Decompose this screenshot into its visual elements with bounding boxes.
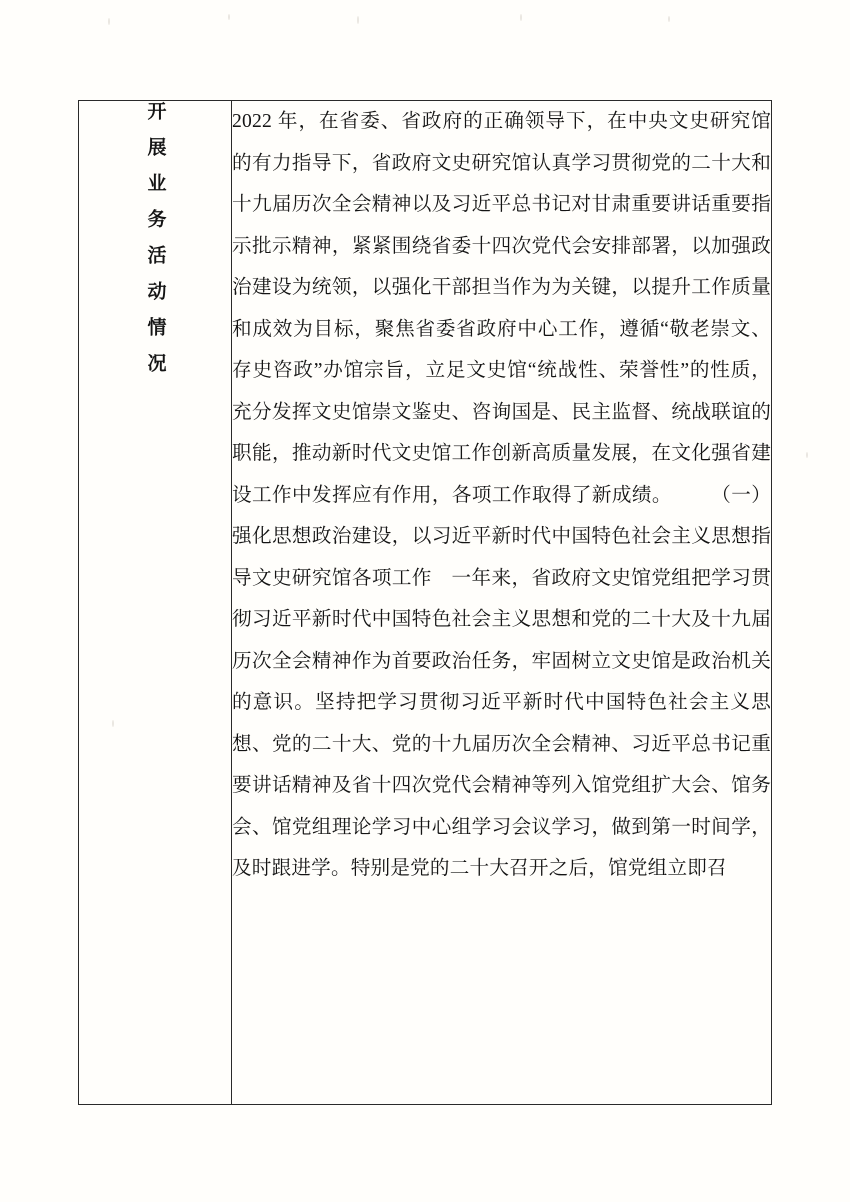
- body-text-block: [232, 101, 771, 890]
- scan-speck: [357, 16, 359, 24]
- table-row: [79, 101, 772, 1105]
- scan-speck: [668, 16, 670, 22]
- body-paragraph-1: 2022 年，在省委、省政府的正确领导下，在中央文史研究馆的有力指导下，省政府文史研究馆认真学习贯彻党的二十大和十九届历次全会精神以及习近平总书记对甘肃重要讲话重要指示批示精神，紧紧围绕省委十四次党代会安排部署，以加强政治建设为统领，以强化干部担当作为为关键，以提升工作质量和成效为目标，聚焦省委省政府中心工作，遵循“敬老崇文、存史咨政”办馆宗旨，立足文史馆“统战性、荣誉性”的性质，充分发挥文史馆崇文鉴史、咨询国是、民主监督、统战联谊的职能，推动新时代文史馆工作创新高质量发展，在文化强省建设工作中发挥应有作用，各项工作取得了新成绩。: [232, 111, 771, 506]
- scan-speck: [228, 14, 230, 20]
- scan-speck: [108, 18, 110, 25]
- document-table: [78, 100, 772, 1105]
- row-label-text: 开展业务活动情况: [144, 101, 166, 389]
- row-label-cell: [79, 101, 232, 1105]
- scan-speck: [806, 452, 808, 458]
- body-paragraph-2: 一年来，省政府文史馆党组把学习贯彻习近平新时代中国特色社会主义思想和党的二十大及十九届历次全会精神作为首要政治任务，牢固树立文史馆是政治机关的意识。坚持把学习贯彻习近平新时代中国特色社会主义思想、党的二十大、党的十九届历次全会精神、习近平总书记重要讲话精神及省十四次党代会精神等列入馆党组扩大会、馆务会、馆党组理论学习中心组学习会议学习，做到第一时间学，及时跟进学。特别是党的二十大召开之后，馆党组立即召: [232, 567, 772, 879]
- row-content-cell: [232, 101, 772, 1105]
- scan-speck: [520, 14, 522, 21]
- body-paragraph-2-heading: （一）强化思想政治建设，以习近平新时代中国特色社会主义思想指导文史研究馆各项工作: [232, 484, 771, 589]
- document-table-wrapper: [78, 100, 772, 1105]
